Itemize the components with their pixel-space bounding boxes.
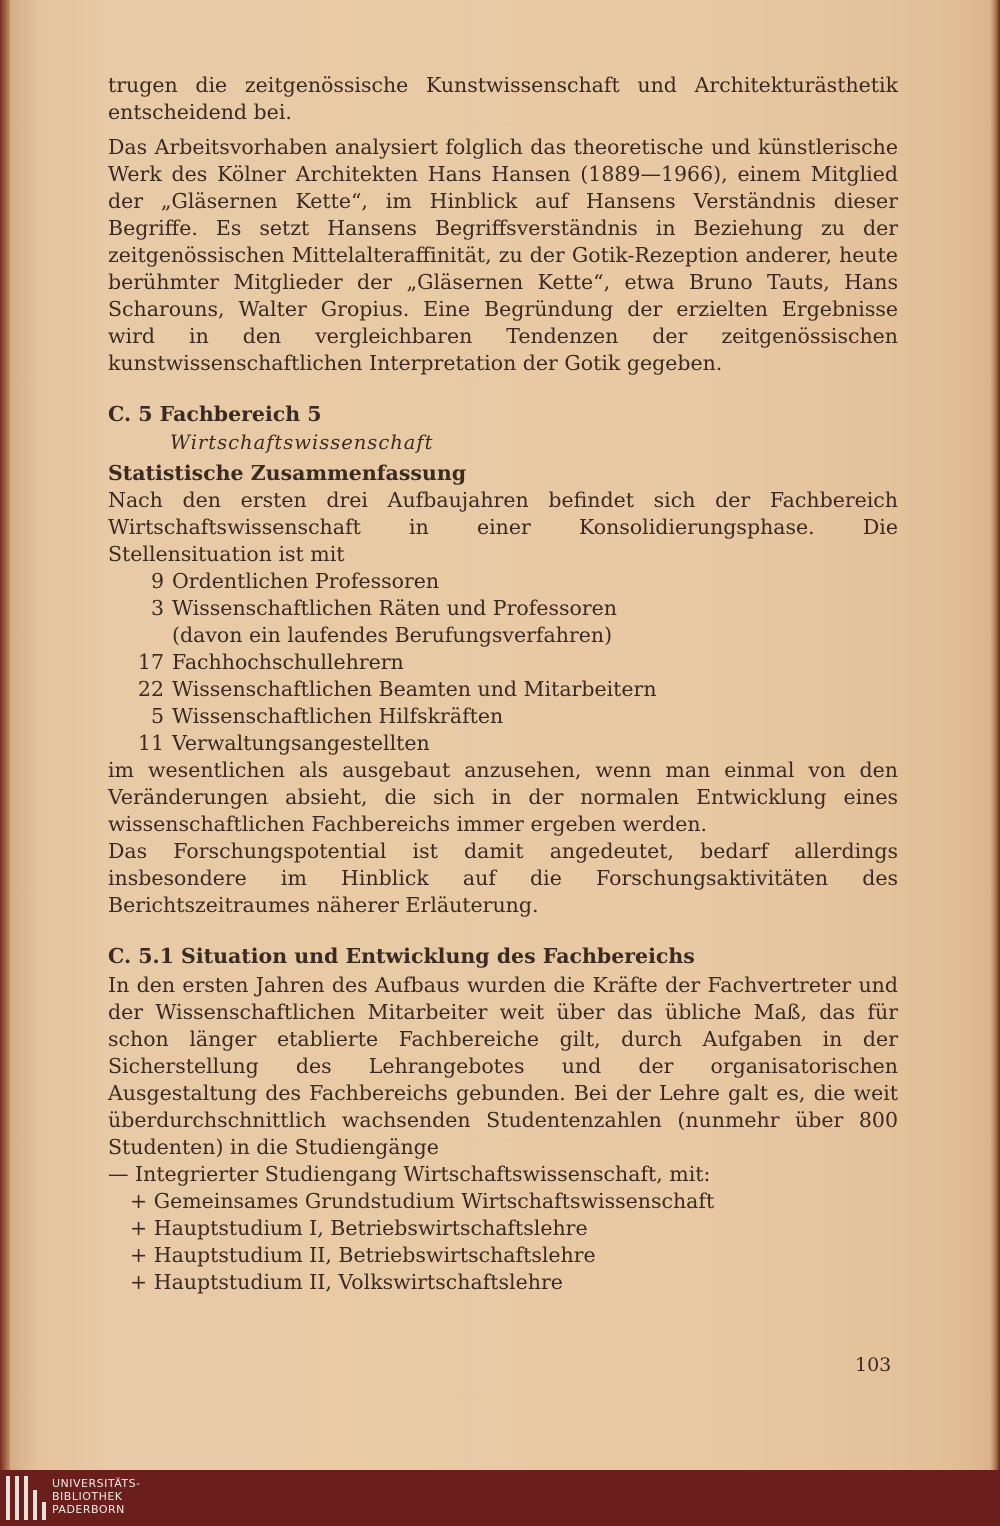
study-phase-item: + Hauptstudium II, Volkswirtschaftslehre xyxy=(130,1270,563,1294)
section-heading-c51: C. 5.1 Situation und Entwicklung des Fachbereichs xyxy=(108,944,695,968)
staff-label: Verwaltungsangestellten xyxy=(172,731,430,755)
staff-count: 22 xyxy=(137,677,164,701)
study-phase-item: + Gemeinsames Grundstudium Wirtschaftswissenschaft xyxy=(130,1189,715,1213)
staff-row xyxy=(108,703,898,730)
scanned-page xyxy=(10,0,1000,1470)
paragraph-research-project: Das Arbeitsvorhaben analysiert folglich das theoretische und künstlerische Werk des Kölner Architekten Hans Hansen (1889—1966), einem Mitglied der „Gläsernen Kette“, im Hinblick auf Hansens Verständnis dieser Begriffe. Es setzt Hansens Begriffsverständnis in Beziehung zu der zeitgenössischen Mittelalteraffinität, zu der Gotik-Rezeption anderer, heute berühmter Mitglieder der „Gläsernen Kette“, etwa Bruno Tauts, Hans Scharouns, Walter Gropius. Eine Begründung der erzielten Ergebnisse wird in den vergleichbaren Tendenzen der zeitgenössischen kunstwissenschaftlichen Interpretation der Gotik gegeben. xyxy=(108,135,898,375)
staff-count: 9 xyxy=(150,569,164,593)
staff-count: 17 xyxy=(137,650,164,674)
paragraph-intro: trugen die zeitgenössische Kunstwissenschaft und Architekturästhetik entscheidend bei. xyxy=(108,73,898,124)
staff-row xyxy=(108,730,898,757)
staff-list xyxy=(108,568,898,757)
section-subheading-c5: Wirtschaftswissenschaft xyxy=(170,431,434,454)
staff-row xyxy=(108,676,898,703)
page-right-edge xyxy=(990,0,1000,1470)
staff-count: 5 xyxy=(150,704,164,728)
statistics-heading: Statistische Zusammenfassung xyxy=(108,461,467,485)
page-content xyxy=(108,72,898,1296)
paragraph-research-potential: Das Forschungspotential ist damit angedeutet, bedarf allerdings insbesondere im Hinblick auf die Forschungsaktivitäten des Berichtszeitraumes näherer Erläuterung. xyxy=(108,839,898,917)
staff-label: Wissenschaftlichen Hilfskräften xyxy=(172,704,504,728)
staff-row xyxy=(108,568,898,595)
staff-label: Fachhochschullehrern xyxy=(172,650,404,674)
logo-line: PADERBORN xyxy=(52,1503,125,1516)
staff-row xyxy=(108,622,898,649)
library-logo-icon xyxy=(6,1476,46,1520)
paragraph-c51-body: In den ersten Jahren des Aufbaus wurden die Kräfte der Fachvertreter und der Wissenschaftlichen Mitarbeiter weit über das übliche Maß, das für schon länger etablierte Fachbereiche gilt, durch Aufgaben in der Sicherstellung des Lehrangebotes und der organisatorischen Ausgestaltung des Fachbereichs gebunden. Bei der Lehre galt es, die weit überdurchschnittlich wachsenden Studentenzahlen (nunmehr über 800 Studenten) in die Studiengänge xyxy=(108,973,898,1159)
staff-label: Ordentlichen Professoren xyxy=(172,569,440,593)
staff-label: Wissenschaftlichen Beamten und Mitarbeitern xyxy=(172,677,657,701)
library-logo-text xyxy=(52,1477,141,1516)
paragraph-after-list: im wesentlichen als ausgebaut anzusehen, wenn man einmal von den Veränderungen absieht, die sich in der normalen Entwicklung eines wissenschaftlichen Fachbereichs immer ergeben werden. xyxy=(108,758,898,836)
logo-line: BIBLIOTHEK xyxy=(52,1490,123,1503)
study-phase-item: + Hauptstudium I, Betriebswirtschaftslehre xyxy=(130,1216,588,1240)
staff-row xyxy=(108,649,898,676)
staff-label: Wissenschaftlichen Räten und Professoren xyxy=(172,596,617,620)
staff-count: 11 xyxy=(137,731,164,755)
staff-row xyxy=(108,595,898,622)
study-phase-item: + Hauptstudium II, Betriebswirtschaftslehre xyxy=(130,1243,596,1267)
section-heading-c5: C. 5 Fachbereich 5 xyxy=(108,402,322,426)
study-program-item: — Integrierter Studiengang Wirtschaftswissenschaft, mit: xyxy=(108,1162,711,1186)
page-number: 103 xyxy=(855,1354,892,1376)
staff-count xyxy=(108,622,172,649)
library-footer xyxy=(0,1470,1000,1526)
staff-note: (davon ein laufendes Berufungsverfahren) xyxy=(172,623,613,647)
staff-count: 3 xyxy=(150,596,164,620)
logo-line: UNIVERSITÄTS- xyxy=(52,1477,141,1490)
paragraph-c5-intro: Nach den ersten drei Aufbaujahren befindet sich der Fachbereich Wirtschaftswissenschaft in einer Konsolidierungsphase. Die Stellensituation ist mit xyxy=(108,488,898,566)
